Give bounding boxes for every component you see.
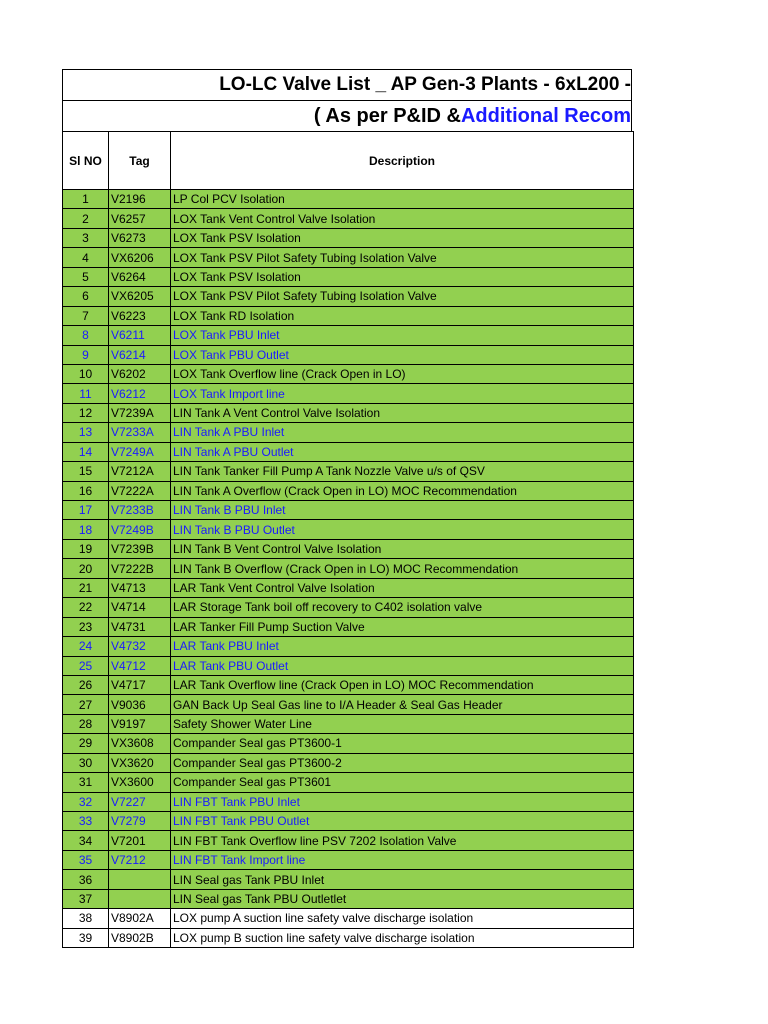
valve-table [62,131,634,948]
cell-sl-no[interactable]: 20 [63,559,109,578]
cell-sl-no[interactable]: 25 [63,656,109,675]
cell-tag[interactable]: V4731 [109,617,171,636]
cell-tag[interactable]: VX6205 [109,287,171,306]
cell-description[interactable]: LIN Tank B PBU Outlet [171,520,634,539]
cell-sl-no[interactable]: 15 [63,462,109,481]
cell-sl-no[interactable]: 29 [63,734,109,753]
cell-tag[interactable]: V7249A [109,442,171,461]
cell-sl-no[interactable]: 13 [63,423,109,442]
cell-description[interactable]: LAR Tanker Fill Pump Suction Valve [171,617,634,636]
cell-description[interactable]: LAR Tank PBU Inlet [171,637,634,656]
cell-description[interactable]: Compander Seal gas PT3601 [171,773,634,792]
cell-tag[interactable]: V7239B [109,539,171,558]
cell-description[interactable]: LIN Seal gas Tank PBU Outletlet [171,889,634,908]
table-row[interactable] [63,442,634,461]
cell-tag[interactable]: V6202 [109,364,171,383]
table-row[interactable] [63,792,634,811]
cell-tag[interactable]: V7222A [109,481,171,500]
column-header-tag[interactable]: Tag [109,132,171,190]
valve-list-sheet [62,69,632,948]
cell-description[interactable]: LIN Tank A Vent Control Valve Isolation [171,403,634,422]
table-row[interactable] [63,831,634,850]
cell-sl-no[interactable]: 37 [63,889,109,908]
cell-tag[interactable]: V4714 [109,598,171,617]
cell-sl-no[interactable]: 17 [63,501,109,520]
table-row[interactable] [63,190,634,209]
cell-tag[interactable] [109,889,171,908]
cell-tag[interactable]: V7233A [109,423,171,442]
column-header-description[interactable]: Description [171,132,634,190]
cell-tag[interactable]: V6211 [109,326,171,345]
cell-description[interactable]: LOX Tank PBU Inlet [171,326,634,345]
cell-tag[interactable]: V8902B [109,928,171,947]
cell-sl-no[interactable]: 23 [63,617,109,636]
cell-tag[interactable]: V7279 [109,812,171,831]
table-row[interactable] [63,909,634,928]
cell-sl-no[interactable]: 33 [63,812,109,831]
cell-sl-no[interactable]: 18 [63,520,109,539]
table-row[interactable] [63,850,634,869]
cell-tag[interactable]: V7227 [109,792,171,811]
cell-description[interactable]: LIN FBT Tank Import line [171,850,634,869]
table-body [63,190,634,948]
cell-description[interactable]: Compander Seal gas PT3600-2 [171,753,634,772]
cell-sl-no[interactable]: 6 [63,287,109,306]
cell-tag[interactable]: V7212A [109,462,171,481]
cell-description[interactable]: LIN Tank A PBU Outlet [171,442,634,461]
cell-description[interactable]: LIN Tank Tanker Fill Pump A Tank Nozzle Valve u/s of QSV [171,462,634,481]
cell-tag[interactable]: V4712 [109,656,171,675]
cell-tag[interactable]: V4732 [109,637,171,656]
table-row[interactable] [63,267,634,286]
cell-description[interactable]: LAR Tank Vent Control Valve Isolation [171,578,634,597]
cell-description[interactable]: LP Col PCV Isolation [171,190,634,209]
cell-tag[interactable]: V6257 [109,209,171,228]
cell-sl-no[interactable]: 31 [63,773,109,792]
table-row[interactable] [63,501,634,520]
cell-description[interactable]: LAR Tank Overflow line (Crack Open in LO) MOC Recommendation [171,675,634,694]
table-row[interactable] [63,753,634,772]
cell-tag[interactable]: VX6206 [109,248,171,267]
cell-tag[interactable]: V7222B [109,559,171,578]
cell-tag[interactable]: VX3608 [109,734,171,753]
table-row[interactable] [63,345,634,364]
table-row[interactable] [63,326,634,345]
cell-description[interactable]: LIN Tank B Overflow (Crack Open in LO) MOC Recommendation [171,559,634,578]
cell-description[interactable]: LIN Tank A PBU Inlet [171,423,634,442]
cell-sl-no[interactable]: 1 [63,190,109,209]
table-row[interactable] [63,773,634,792]
table-row[interactable] [63,520,634,539]
cell-tag[interactable]: V9036 [109,695,171,714]
cell-description[interactable]: LIN Tank B PBU Inlet [171,501,634,520]
table-row[interactable] [63,870,634,889]
cell-sl-no[interactable]: 24 [63,637,109,656]
subtitle-prefix: ( As per P&ID & [313,104,461,127]
cell-sl-no[interactable]: 34 [63,831,109,850]
table-row[interactable] [63,617,634,636]
table-row[interactable] [63,423,634,442]
cell-description[interactable]: LOX Tank PSV Pilot Safety Tubing Isolation Valve [171,248,634,267]
table-row[interactable] [63,209,634,228]
table-row[interactable] [63,578,634,597]
cell-tag[interactable]: V8902A [109,909,171,928]
cell-sl-no[interactable]: 7 [63,306,109,325]
cell-sl-no[interactable]: 5 [63,267,109,286]
table-row[interactable] [63,306,634,325]
cell-description[interactable]: LOX Tank PBU Outlet [171,345,634,364]
column-header-sl-no[interactable]: Sl NO [63,132,109,190]
table-row[interactable] [63,714,634,733]
table-row[interactable] [63,695,634,714]
cell-sl-no[interactable]: 9 [63,345,109,364]
cell-sl-no[interactable]: 12 [63,403,109,422]
cell-tag[interactable]: V2196 [109,190,171,209]
cell-tag[interactable]: V6223 [109,306,171,325]
cell-description[interactable]: Compander Seal gas PT3600-1 [171,734,634,753]
cell-description[interactable]: LAR Tank PBU Outlet [171,656,634,675]
table-row[interactable] [63,656,634,675]
cell-sl-no[interactable]: 38 [63,909,109,928]
cell-description[interactable]: LOX Tank PSV Isolation [171,228,634,247]
cell-description[interactable]: LOX Tank Overflow line (Crack Open in LO) [171,364,634,383]
cell-sl-no[interactable]: 11 [63,384,109,403]
cell-description[interactable]: LOX Tank Vent Control Valve Isolation [171,209,634,228]
cell-description[interactable]: LOX Tank Import line [171,384,634,403]
subtitle-row [62,100,632,131]
cell-sl-no[interactable]: 2 [63,209,109,228]
cell-sl-no[interactable]: 36 [63,870,109,889]
cell-sl-no[interactable]: 19 [63,539,109,558]
table-row[interactable] [63,675,634,694]
table-row[interactable] [63,481,634,500]
table-row[interactable] [63,928,634,947]
cell-sl-no[interactable]: 35 [63,850,109,869]
cell-description[interactable]: LOX pump A suction line safety valve discharge isolation [171,909,634,928]
cell-sl-no[interactable]: 30 [63,753,109,772]
cell-sl-no[interactable]: 26 [63,675,109,694]
cell-sl-no[interactable]: 22 [63,598,109,617]
cell-description[interactable]: LOX pump B suction line safety valve discharge isolation [171,928,634,947]
table-row[interactable] [63,734,634,753]
cell-tag[interactable]: V7212 [109,850,171,869]
cell-sl-no[interactable]: 21 [63,578,109,597]
cell-description[interactable]: LOX Tank PSV Isolation [171,267,634,286]
cell-description[interactable]: LIN Tank A Overflow (Crack Open in LO) MOC Recommendation [171,481,634,500]
cell-sl-no[interactable]: 27 [63,695,109,714]
cell-sl-no[interactable]: 10 [63,364,109,383]
cell-description[interactable]: LIN Seal gas Tank PBU Inlet [171,870,634,889]
cell-tag[interactable]: V9197 [109,714,171,733]
cell-tag[interactable]: V4713 [109,578,171,597]
cell-sl-no[interactable]: 39 [63,928,109,947]
table-row[interactable] [63,403,634,422]
cell-tag[interactable]: V6264 [109,267,171,286]
cell-sl-no[interactable]: 32 [63,792,109,811]
cell-description[interactable]: GAN Back Up Seal Gas line to I/A Header & Seal Gas Header [171,695,634,714]
cell-description[interactable]: LAR Storage Tank boil off recovery to C402 isolation valve [171,598,634,617]
cell-description[interactable]: LIN Tank B Vent Control Valve Isolation [171,539,634,558]
cell-description[interactable]: LOX Tank PSV Pilot Safety Tubing Isolation Valve [171,287,634,306]
cell-tag[interactable]: VX3620 [109,753,171,772]
subtitle-highlight: Additional Recom [460,104,631,127]
cell-tag[interactable]: V7239A [109,403,171,422]
cell-tag[interactable]: V7249B [109,520,171,539]
table-row[interactable] [63,384,634,403]
cell-sl-no[interactable]: 16 [63,481,109,500]
sheet-title: LO-LC Valve List _ AP Gen-3 Plants - 6xL200 - [219,74,631,95]
cell-tag[interactable]: V7233B [109,501,171,520]
table-row[interactable] [63,364,634,383]
cell-tag[interactable]: V6212 [109,384,171,403]
cell-tag[interactable]: VX3600 [109,773,171,792]
table-row[interactable] [63,598,634,617]
cell-tag[interactable]: V6214 [109,345,171,364]
table-row[interactable] [63,287,634,306]
table-row[interactable] [63,637,634,656]
cell-tag[interactable]: V7201 [109,831,171,850]
table-row[interactable] [63,889,634,908]
cell-tag[interactable]: V6273 [109,228,171,247]
cell-description[interactable]: LIN FBT Tank PBU Inlet [171,792,634,811]
table-row[interactable] [63,228,634,247]
cell-sl-no[interactable]: 4 [63,248,109,267]
table-row[interactable] [63,539,634,558]
cell-description[interactable]: Safety Shower Water Line [171,714,634,733]
table-row[interactable] [63,248,634,267]
title-row [62,69,632,100]
cell-description[interactable]: LIN FBT Tank PBU Outlet [171,812,634,831]
table-row[interactable] [63,559,634,578]
cell-tag[interactable] [109,870,171,889]
cell-description[interactable]: LIN FBT Tank Overflow line PSV 7202 Isolation Valve [171,831,634,850]
cell-sl-no[interactable]: 28 [63,714,109,733]
cell-description[interactable]: LOX Tank RD Isolation [171,306,634,325]
cell-sl-no[interactable]: 14 [63,442,109,461]
table-row[interactable] [63,812,634,831]
cell-sl-no[interactable]: 8 [63,326,109,345]
cell-tag[interactable]: V4717 [109,675,171,694]
table-row[interactable] [63,462,634,481]
table-header-row [63,132,634,190]
cell-sl-no[interactable]: 3 [63,228,109,247]
